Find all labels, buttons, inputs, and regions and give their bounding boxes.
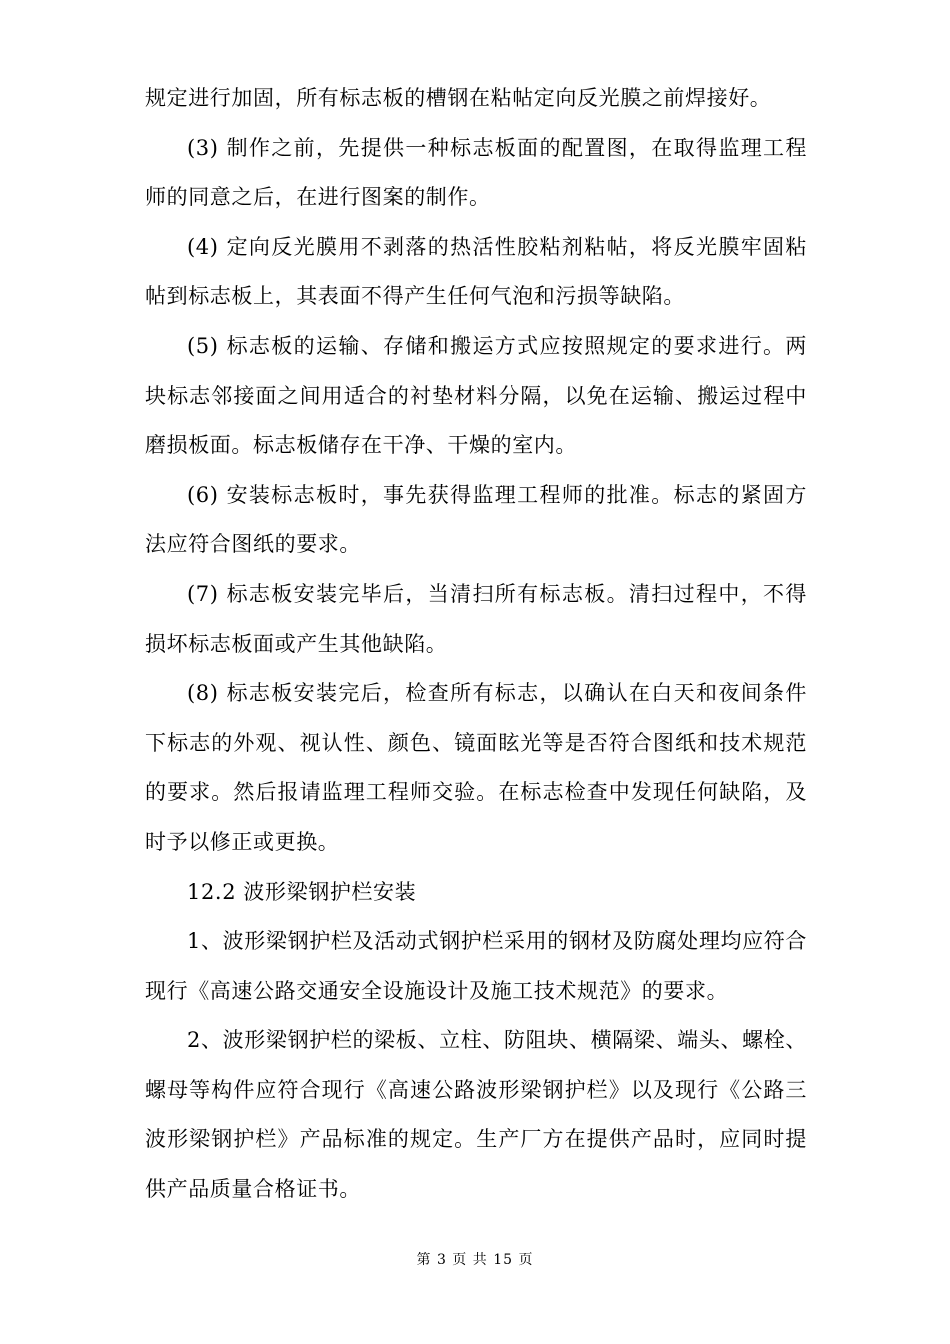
paragraph-item-4: (4) 定向反光膜用不剥落的热活性胶粘剂粘帖，将反光膜牢固粘帖到标志板上，其表面不得产生任何气泡和污损等缺陷。 (145, 234, 807, 309)
paragraph-item-6: (6) 安装标志板时，事先获得监理工程师的批准。标志的紧固方法应符合图纸的要求。 (145, 482, 807, 557)
paragraph-item-3: (3) 制作之前，先提供一种标志板面的配置图，在取得监理工程师的同意之后，在进行图案的制作。 (145, 135, 807, 210)
section-heading-12-2: 12.2 波形梁钢护栏安装 (187, 879, 417, 904)
page-number-footer: 第 3 页 共 15 页 (416, 1252, 534, 1268)
paragraph-point-2: 2、波形梁钢护栏的梁板、立柱、防阻块、横隔梁、端头、螺栓、螺母等构件应符合现行《高速公路波形梁钢护栏》以及现行《公路三波形梁钢护栏》产品标准的规定。生产厂方在提供产品时，应同时提供产品质量合格证书。 (145, 1028, 807, 1202)
paragraph-point-1: 1、波形梁钢护栏及活动式钢护栏采用的钢材及防腐处理均应符合现行《高速公路交通安全设施设计及施工技术规范》的要求。 (145, 929, 807, 1003)
paragraph-item-8: (8) 标志板安装完后，检查所有标志，以确认在白天和夜间条件下标志的外观、视认性、颜色、镜面眩光等是否符合图纸和技术规范的要求。然后报请监理工程师交验。在标志检查中发现任何缺陷，及时予以修正或更换。 (145, 681, 807, 854)
paragraph-item-5: (5) 标志板的运输、存储和搬运方式应按照规定的要求进行。两块标志邻接面之间用适合的衬垫材料分隔，以免在运输、搬运过程中磨损板面。标志板储存在干净、干燥的室内。 (145, 333, 807, 458)
paragraph-continuation: 规定进行加固，所有标志板的槽钢在粘帖定向反光膜之前焊接好。 (145, 86, 772, 110)
document-body (145, 74, 807, 1215)
paragraph-item-7: (7) 标志板安装完毕后，当清扫所有标志板。清扫过程中，不得损坏标志板面或产生其他缺陷。 (145, 581, 807, 656)
